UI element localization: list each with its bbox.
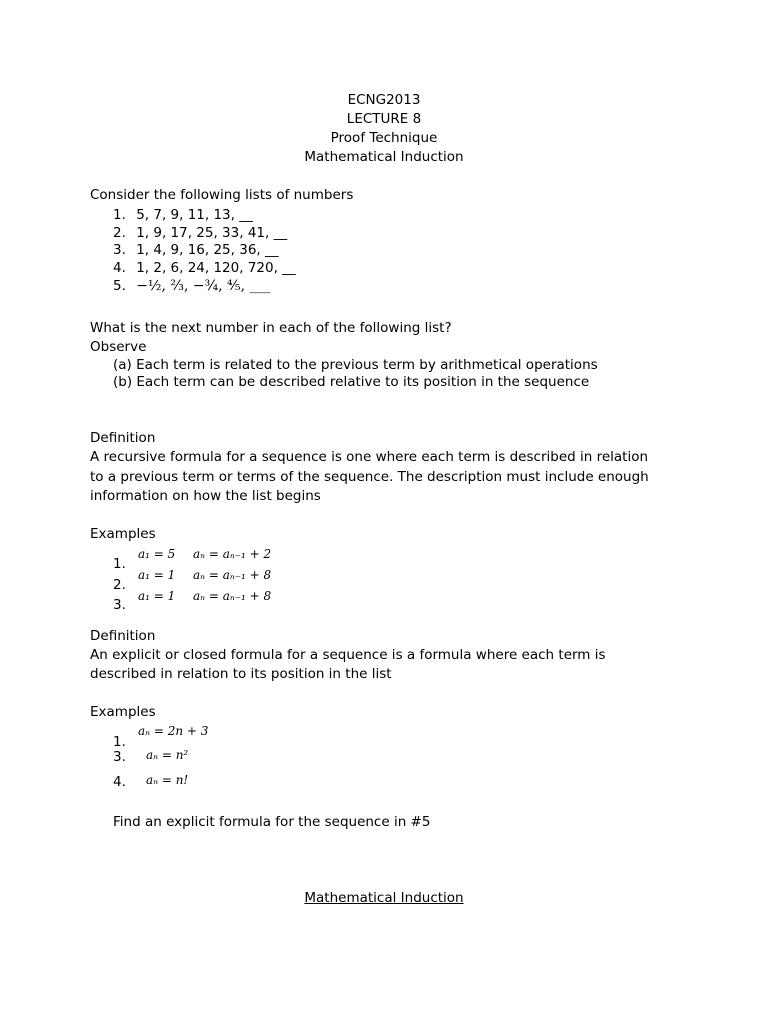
examples-heading: Examples xyxy=(90,526,156,542)
list-number: 1. xyxy=(113,207,126,223)
example-number: 2. xyxy=(113,577,126,593)
definition-text-line: described in relation to its position in the list xyxy=(90,666,392,682)
section-title: Mathematical Induction xyxy=(304,890,464,906)
lecture-number: LECTURE 8 xyxy=(346,111,422,127)
list-item xyxy=(113,242,279,258)
definition-text-line: information on how the list begins xyxy=(90,488,321,504)
example-initial-term: a₁ = 1 xyxy=(138,568,176,582)
explicit-formula-task: Find an explicit formula for the sequence in #5 xyxy=(113,814,431,830)
explicit-formula: aₙ = n² xyxy=(146,748,189,762)
definition-heading: Definition xyxy=(90,628,156,644)
examples-heading: Examples xyxy=(90,704,156,720)
list-number: 4. xyxy=(113,260,126,276)
example-recursive-rule: aₙ = aₙ₋₁ + 8 xyxy=(193,589,272,603)
explicit-formula: aₙ = 2n + 3 xyxy=(138,724,209,738)
example-initial-term: a₁ = 5 xyxy=(138,547,176,561)
example-recursive-rule: aₙ = aₙ₋₁ + 8 xyxy=(193,568,272,582)
definition-text-line: to a previous term or terms of the sequence. The description must include enough xyxy=(90,469,649,485)
example-number: 4. xyxy=(113,774,126,790)
lecture-topic: Proof Technique xyxy=(330,130,438,146)
list-text: 1, 4, 9, 16, 25, 36, __ xyxy=(136,242,279,258)
lists-intro: Consider the following lists of numbers xyxy=(90,187,354,203)
example-initial-term: a₁ = 1 xyxy=(138,589,176,603)
example-number: 3. xyxy=(113,749,126,765)
lecture-subtopic: Mathematical Induction xyxy=(304,149,464,165)
example-number: 1. xyxy=(113,734,126,750)
definition-text-line: A recursive formula for a sequence is one where each term is described in relation xyxy=(90,449,649,465)
list-item xyxy=(113,207,253,223)
list-item xyxy=(113,260,296,276)
definition-heading: Definition xyxy=(90,430,156,446)
observe-heading: Observe xyxy=(90,339,147,355)
explicit-formula: aₙ = n! xyxy=(146,773,189,787)
list-number: 2. xyxy=(113,225,126,241)
list-item xyxy=(113,278,271,294)
list-text: 1, 2, 6, 24, 120, 720, __ xyxy=(136,260,296,276)
list-number: 3. xyxy=(113,242,126,258)
list-text: 1, 9, 17, 25, 33, 41, __ xyxy=(136,225,288,241)
observe-point-b: (b) Each term can be described relative to its position in the sequence xyxy=(113,374,590,390)
example-recursive-rule: aₙ = aₙ₋₁ + 2 xyxy=(193,547,272,561)
course-code: ECNG2013 xyxy=(347,92,421,108)
definition-text-line: An explicit or closed formula for a sequence is a formula where each term is xyxy=(90,647,606,663)
observe-point-a: (a) Each term is related to the previous term by arithmetical operations xyxy=(113,357,598,373)
fraction-sequence: −½, ⅔, −¾, ⅘, ___ xyxy=(136,278,271,294)
example-number: 1. xyxy=(113,556,126,572)
next-number-question: What is the next number in each of the following list? xyxy=(90,320,452,336)
list-number: 5. xyxy=(113,278,126,294)
list-item xyxy=(113,225,287,241)
list-text: 5, 7, 9, 11, 13, __ xyxy=(136,207,253,223)
example-number: 3. xyxy=(113,597,126,613)
